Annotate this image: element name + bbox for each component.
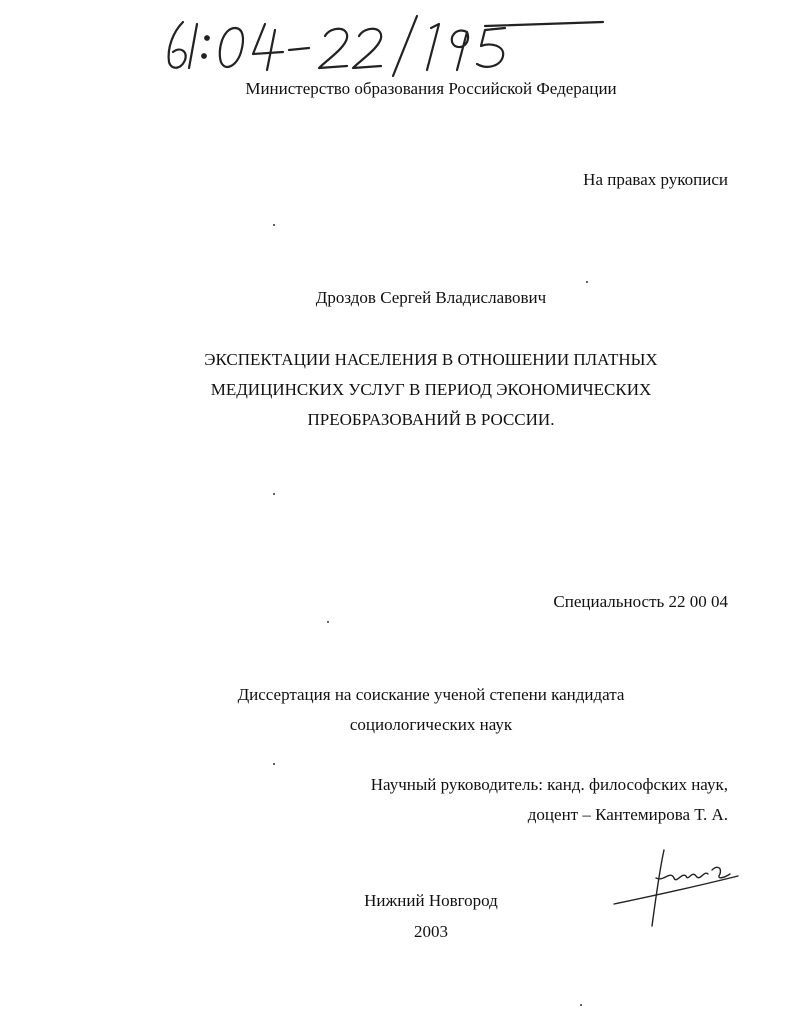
dissertation-line: социологических наук — [349, 715, 513, 734]
scan-speck — [327, 621, 329, 623]
title-line: МЕДИЦИНСКИХ УСЛУГ В ПЕРИОД ЭКОНОМИЧЕСКИХ — [210, 380, 652, 399]
dissertation-title — [0, 345, 791, 435]
city: Нижний Новгород — [364, 891, 498, 910]
scan-speck — [273, 763, 275, 765]
rights-note: На правах рукописи — [583, 170, 728, 189]
ministry-heading: Министерство образования Российской Федерации — [245, 79, 617, 98]
dissertation-type — [0, 680, 791, 740]
specialty-code: Специальность 22 00 04 — [553, 592, 728, 611]
scan-speck — [273, 493, 275, 495]
handwritten-signature — [612, 848, 742, 928]
dissertation-line: Диссертация на соискание ученой степени кандидата — [237, 685, 625, 704]
author-name: Дроздов Сергей Владиславович — [315, 288, 547, 307]
supervisor-block — [371, 770, 728, 830]
title-line: ПРЕОБРАЗОВАНИЙ В РОССИИ. — [307, 410, 555, 429]
supervisor-line: доцент – Кантемирова Т. А. — [527, 805, 728, 824]
handwritten-archive-code — [155, 10, 605, 80]
scan-speck — [586, 281, 588, 283]
scan-speck — [273, 224, 275, 226]
title-line: ЭКСПЕКТАЦИИ НАСЕЛЕНИЯ В ОТНОШЕНИИ ПЛАТНЫХ — [204, 350, 658, 369]
scan-speck — [580, 1004, 582, 1006]
year: 2003 — [414, 922, 448, 941]
supervisor-line: Научный руководитель: канд. философских наук, — [370, 775, 728, 794]
